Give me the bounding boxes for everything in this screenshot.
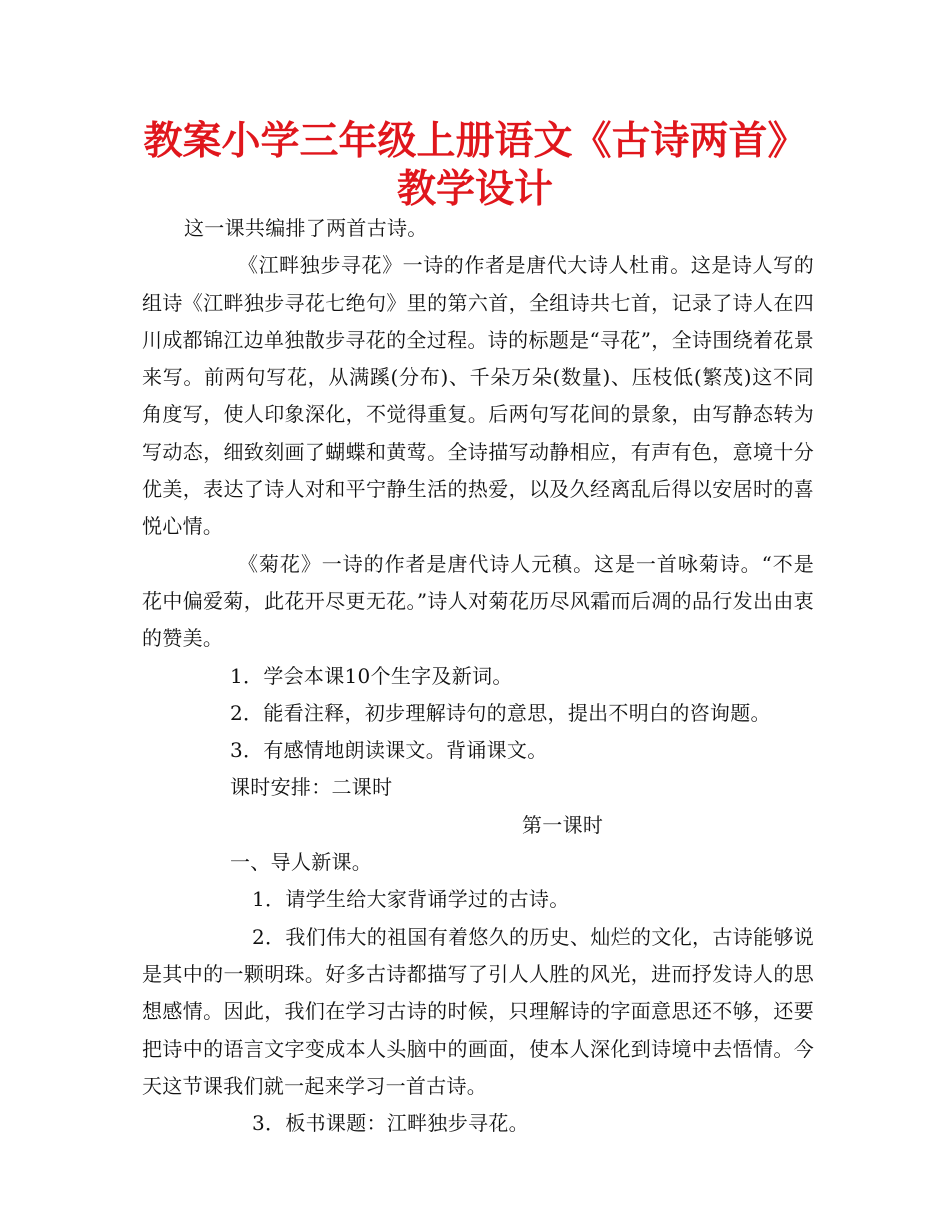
jiangpan-paragraph: 《江畔独步寻花》一诗的作者是唐代大诗人杜甫。这是诗人写的组诗《江畔独步寻花七绝句》里的第六首，全组诗共七首，记录了诗人在四川成都锦江边单独散步寻花的全过程。诗的标题是“寻花”，全诗围绕着花景来写。前两句写花，从满蹊(分布)、千朵万朵(数量)、压枝低(繁茂)这不同角度写，使人印象深化，不觉得重复。后两句写花间的景象，由写静态转为写动态，细致刻画了蝴蝶和黄莺。全诗描写动静相应，有声有色，意境十分优美，表达了诗人对和平宁静生活的热爱，以及久经离乱后得以安居时的喜悦心情。 [142,253,814,539]
goal-item: 2．能看注释，初步理解诗句的意思，提出不明白的咨询题。 [230,700,771,725]
intro-paragraph: 这一课共编排了两首古诗。 [184,216,428,240]
step-item: 3．板书课题：江畔独步寻花。 [252,1111,529,1136]
document-body [142,210,814,1142]
step-paragraph: 2．我们伟大的祖国有着悠久的历史、灿烂的文化，古诗能够说是其中的一颗明珠。好多古诗都描写了引人人胜的风光，进而抒发诗人的思想感情。因此，我们在学习古诗的时候，只理解诗的字面意思还不够，还要把诗中的语言文字变成本人头脑中的画面，使本人深化到诗境中去悟情。今天这节课我们就一起来学习一首古诗。 [142,924,814,1098]
juhua-paragraph: 《菊花》一诗的作者是唐代诗人元稹。这是一首咏菊诗。“不是花中偏爱菊，此花开尽更无花。”诗人对菊花历尽风霜而后凋的品行发出由衷的赞美。 [142,551,814,651]
goal-item: 1．学会本课10个生字及新词。 [230,663,513,688]
step-item: 1．请学生给大家背诵学过的古诗。 [252,887,570,912]
schedule-line: 课时安排：二课时 [230,775,393,800]
section-heading: 一、导人新课。 [230,850,373,875]
goal-item: 3．有感情地朗读课文。背诵课文。 [230,738,548,763]
lesson-heading: 第一课时 [522,812,604,837]
document-title: 教案小学三年级上册语文《古诗两首》教学设计 [143,119,807,212]
